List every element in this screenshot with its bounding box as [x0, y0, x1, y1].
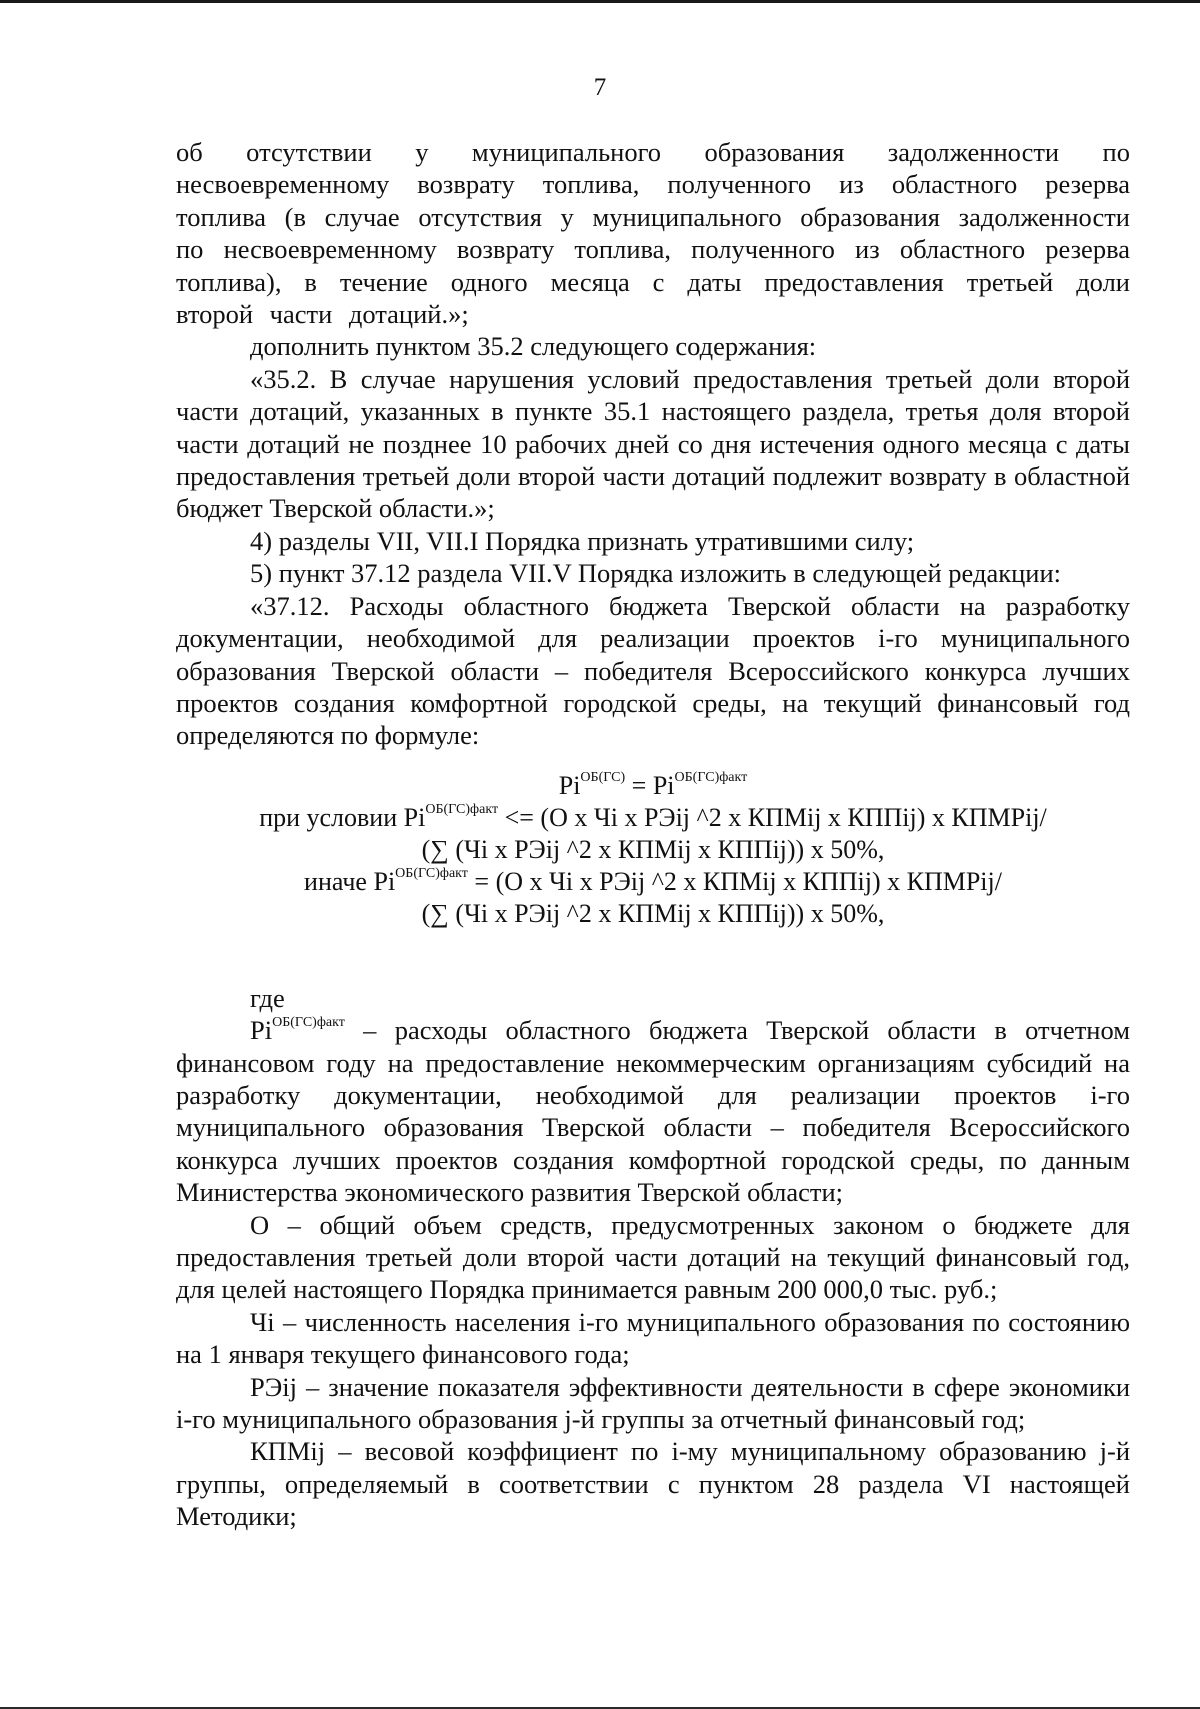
formula-equals: =	[625, 770, 653, 800]
paragraph-add-point: дополнить пунктом 35.2 следующего содержания:	[250, 331, 817, 362]
formula-var: Pi	[373, 866, 396, 896]
formula-expression: <= (О x Чi x РЭij ^2 x КПМij x КППij) x КПМРij/	[498, 802, 1047, 832]
definition-text: – расходы областного бюджета Тверской области в отчетном финансовом году на предоставление некоммерческим организациям субсидий на разработку документации, необходимой для реализации проектов i-го муниципального образования Тверской области – победителя Всероссийского конкурса лучших проектов создания комфортной городской среды, по данным Министерства экономического развития Тверской области;	[176, 1015, 1130, 1208]
paragraph-continuation: об отсутствии у муниципального образования задолженности по несвоевременному возврату топлива, полученного из областного резерва топлива (в случае отсутствия у муниципального образования задолженности по несвоевременному возврату топлива, полученного из областного резерва топлива), в течение одного месяца с даты предоставления третьей доли второй части дотаций.»;	[176, 137, 1130, 330]
paragraph-item-4: 4) разделы VII, VII.I Порядка признать утратившими силу;	[250, 525, 915, 556]
formula-line-3: (∑ (Чi x РЭij ^2 x КПМij x КППij)) x 50%,	[421, 834, 885, 864]
definition-o: О – общий объем средств, предусмотренных законом о бюджете для предоставления третьей доли второй части дотаций на текущий финансовый год, для целей настоящего Порядка принимается равным 200 000,0 тыс. руб.;	[176, 1209, 1130, 1305]
formula-var: Pi	[403, 802, 426, 832]
formula-superscript: ОБ(ГС)факт	[425, 801, 499, 817]
definition-pi-fact	[176, 1014, 1130, 1208]
paragraph-point-35-2: «35.2. В случае нарушения условий предоставления третьей доли второй части дотаций, указанных в пункте 35.1 настоящего раздела, третья доля второй части дотаций не позднее 10 рабочих дней со дня истечения одного месяца с даты предоставления третьей доли второй части дотаций подлежит возврату в областной бюджет Тверской области.»;	[176, 363, 1130, 524]
formula-line-4	[176, 866, 1130, 898]
formula-var: Pi	[652, 770, 675, 800]
formula-prefix: при условии	[259, 802, 404, 832]
formula-line-5: (∑ (Чi x РЭij ^2 x КПМij x КППij)) x 50%,	[421, 898, 885, 928]
page-number: 7	[593, 74, 607, 101]
formula-block	[176, 770, 1130, 930]
document-body	[176, 136, 1130, 1533]
scan-top-edge	[0, 0, 1200, 3]
formula-prefix: иначе	[304, 866, 374, 896]
definition-kpm: КПМij – весовой коэффициент по i-му муниципальному образованию j-й группы, определяемый в соответствии с пунктом 28 раздела VI настоящей Методики;	[176, 1436, 1130, 1532]
definition-superscript: ОБ(ГС)факт	[272, 1015, 345, 1031]
formula-superscript: ОБ(ГС)факт	[674, 769, 748, 785]
definition-chi: Чi – численность населения i-го муниципального образования по состоянию на 1 января текущего финансового года;	[176, 1306, 1130, 1370]
formula-superscript: ОБ(ГС)факт	[395, 865, 468, 881]
formula-line-2	[176, 802, 1130, 834]
formula-superscript: ОБ(ГС)	[580, 769, 626, 785]
definition-rej: РЭij – значение показателя эффективности деятельности в сфере экономики i-го муниципального образования j-й группы за отчетный финансовый год;	[176, 1371, 1130, 1434]
formula-var: Pi	[558, 770, 581, 800]
where-label: где	[250, 982, 285, 1013]
definition-var: Pi	[250, 1015, 273, 1046]
paragraph-point-37-12: «37.12. Расходы областного бюджета Тверской области на разработку документации, необходимой для реализации проектов i-го муниципального образования Тверской области – победителя Всероссийского конкурса лучших проектов создания комфортной городской среды, на текущий финансовый год определяются по формуле:	[176, 590, 1130, 751]
formula-line-1	[176, 770, 1130, 802]
formula-expression: = (О x Чi x РЭij ^2 x КПМij x КППij) x КПМРij/	[467, 866, 1002, 896]
paragraph-item-5: 5) пункт 37.12 раздела VII.V Порядка изложить в следующей редакции:	[250, 558, 1061, 589]
